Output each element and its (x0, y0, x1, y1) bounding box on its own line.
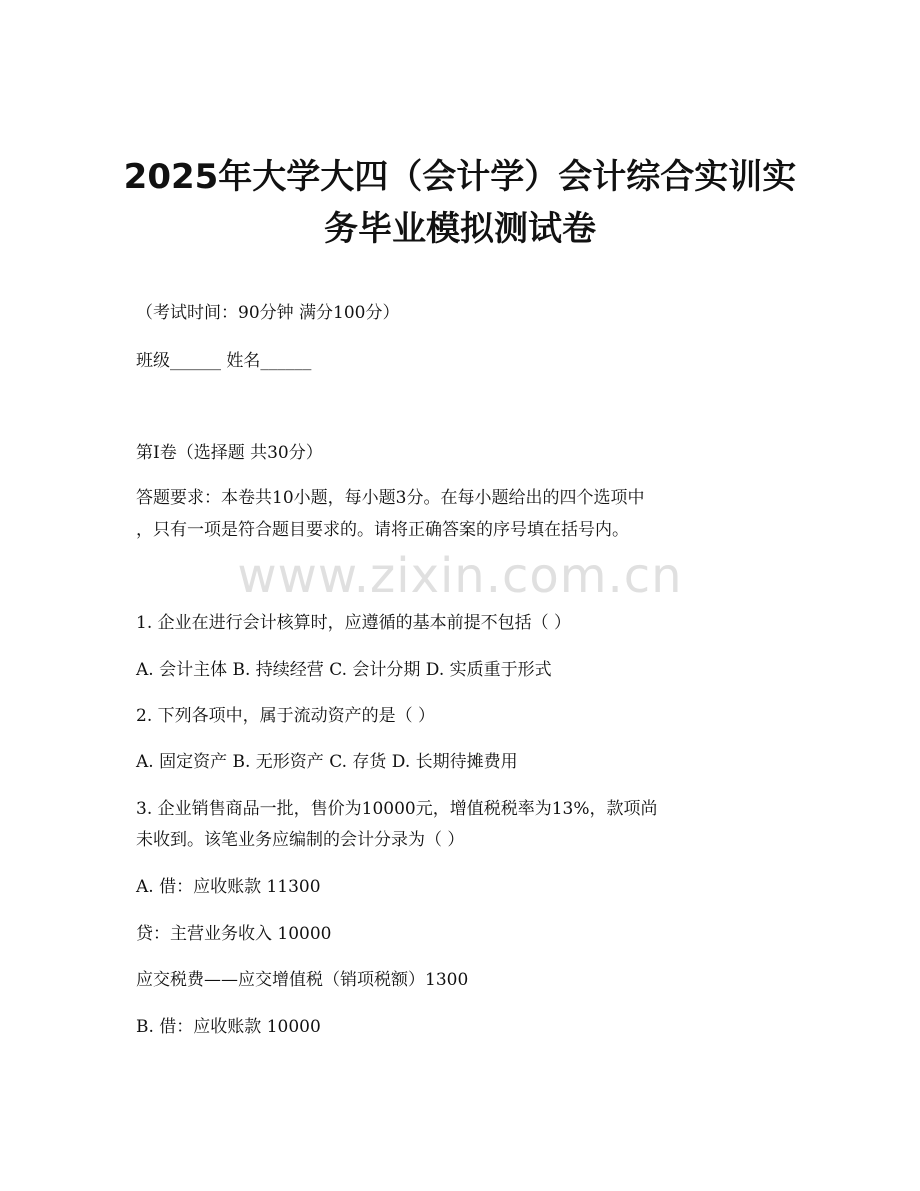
exam-info: （考试时间：90分钟 满分100分） (136, 303, 400, 323)
question-2-options: A. 固定资产 B. 无形资产 C. 存货 D. 长期待摊费用 (136, 752, 518, 772)
class-name-fields: 班级______ 姓名______ (136, 351, 312, 371)
question-3-option-a-line-1: A. 借：应收账款 11300 (136, 877, 321, 897)
question-3-stem-line-1: 3. 企业销售商品一批，售价为10000元，增值税税率为13%，款项尚 (136, 799, 658, 819)
question-1-options: A. 会计主体 B. 持续经营 C. 会计分期 D. 实质重于形式 (136, 660, 552, 680)
question-3-option-a-line-2: 贷：主营业务收入 10000 (136, 924, 332, 944)
question-2-stem: 2. 下列各项中，属于流动资产的是（ ） (136, 706, 436, 726)
instructions-line-1: 答题要求：本卷共10小题，每小题3分。在每小题给出的四个选项中 (136, 488, 645, 508)
instructions-line-2: ，只有一项是符合题目要求的。请将正确答案的序号填在括号内。 (136, 520, 629, 540)
section-heading: 第I卷（选择题 共30分） (136, 443, 323, 463)
document-title-line-2: 务毕业模拟测试卷 (324, 209, 596, 249)
question-3-stem-line-2: 未收到。该笔业务应编制的会计分录为（ ） (136, 830, 465, 850)
question-3-option-a-line-3: 应交税费——应交增值税（销项税额）1300 (136, 970, 469, 990)
document-title-line-1: 2025年大学大四（会计学）会计综合实训实 (123, 157, 797, 197)
watermark: www.zixin.com.cn (237, 548, 683, 604)
question-3-option-b-line-1: B. 借：应收账款 10000 (136, 1017, 321, 1037)
question-1-stem: 1. 企业在进行会计核算时，应遵循的基本前提不包括（ ） (136, 613, 572, 633)
